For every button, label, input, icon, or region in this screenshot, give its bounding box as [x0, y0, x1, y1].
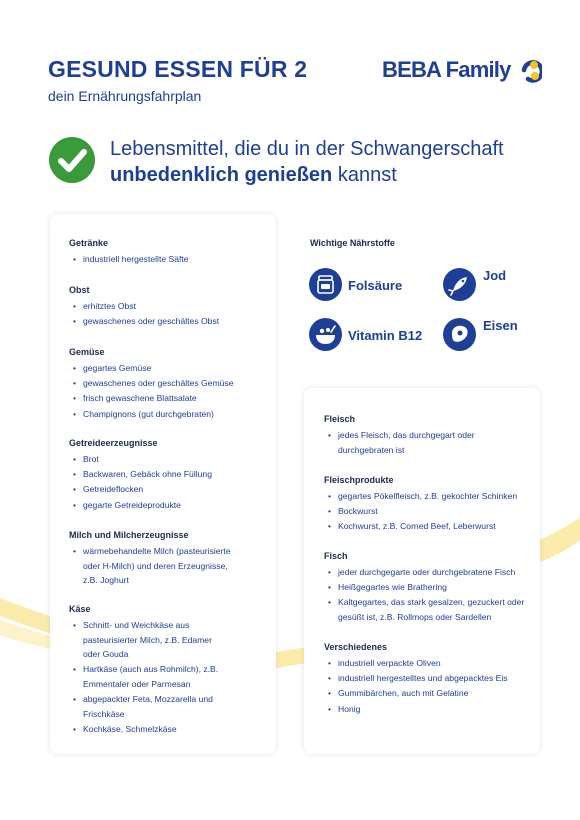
list-item: • gegarte Getreideprodukte	[69, 498, 269, 513]
list-item: • erhitztes Obst	[69, 299, 269, 314]
headline	[110, 136, 504, 188]
list-item: • jedes Fleisch, das durchgegart oder durchgebraten ist	[324, 428, 504, 457]
list-item: • Heißgegartes wie Brathering	[324, 580, 536, 595]
list-kaese	[69, 618, 219, 737]
list-item: • abgepackter Feta, Mozzarella und Frischkäse	[69, 692, 219, 721]
logo-mark-icon	[514, 57, 542, 83]
section-title-obst: Obst	[69, 285, 90, 295]
list-item: • wärmebehandelte Milch (pasteurisierte oder H-Milch) und deren Erzeugnisse, z.B. Joghurt	[69, 544, 237, 588]
page-subtitle: dein Ernährungsfahrplan	[48, 88, 202, 104]
list-item: • gewaschenes oder geschältes Obst	[69, 314, 269, 329]
headline-bold: unbedenklich genießen	[110, 164, 333, 186]
nutrient-label-vitamin-b12: Vitamin B12	[348, 328, 423, 343]
headline-line1: Lebensmittel, die du in der Schwangerschaft	[110, 138, 504, 160]
list-item: • Kochkäse, Schmelzkäse	[69, 722, 219, 737]
list-item: • Hartkäse (auch aus Rohmilch), z.B. Emmentaler oder Parmesan	[69, 662, 219, 691]
list-fisch	[324, 565, 536, 625]
section-title-milch: Milch und Milcherzeugnisse	[69, 530, 189, 540]
list-item: • Honig	[324, 702, 536, 717]
list-gemuese	[69, 361, 269, 422]
list-item: • Brot	[69, 452, 269, 467]
list-fleisch	[324, 428, 504, 458]
list-milch	[69, 544, 237, 588]
list-item: • Gummibärchen, auch mit Gelatine	[324, 686, 536, 701]
headline-rest: kannst	[332, 164, 397, 186]
section-title-fleischprodukte: Fleischprodukte	[324, 475, 394, 485]
nutrient-label-jod: Jod	[483, 268, 507, 283]
list-item: • Kochwurst, z.B. Corned Beef, Leberwurst	[324, 519, 536, 534]
list-getreide	[69, 452, 269, 513]
folic-acid-jar-icon	[309, 268, 342, 301]
section-title-getraenke: Getränke	[69, 238, 109, 248]
headline-line2	[110, 162, 504, 188]
vitamin-b12-bowl-icon	[309, 318, 342, 351]
list-item: • Champignons (gut durchgebraten)	[69, 407, 269, 422]
list-item: • industriell verpackte Oliven	[324, 656, 536, 671]
list-item: • Kaltgegartes, das stark gesalzen, gezuckert oder gesüßt ist, z.B. Rollmops oder Sardellen	[324, 595, 536, 624]
list-item: • Backwaren, Gebäck ohne Füllung	[69, 467, 269, 482]
list-item: • gewaschenes oder geschältes Gemüse	[69, 376, 269, 391]
nutrients-title: Wichtige Nährstoffe	[310, 238, 395, 248]
section-title-fisch: Fisch	[324, 551, 348, 561]
brand-logo	[382, 57, 542, 83]
section-title-gemuese: Gemüse	[69, 347, 105, 357]
list-fleischprodukte	[324, 489, 536, 535]
iodine-fish-icon	[443, 268, 476, 301]
list-item: • Bockwurst	[324, 504, 536, 519]
list-item: • gegartes Pökelfleisch, z.B. gekochter Schinken	[324, 489, 536, 504]
nutrient-label-folsaeure: Folsäure	[348, 278, 403, 293]
list-item: • jeder durchgegarte oder durchgebratene Fisch	[324, 565, 536, 580]
section-title-getreide: Getreideerzeugnisse	[69, 438, 158, 448]
list-item: • frisch gewaschene Blattsalate	[69, 391, 269, 406]
list-item: • Schnitt- und Weichkäse aus pasteurisierter Milch, z.B. Edamer oder Gouda	[69, 618, 219, 662]
list-getraenke	[69, 252, 269, 267]
page-title: GESUND ESSEN FÜR 2	[48, 56, 308, 82]
section-title-verschiedenes: Verschiedenes	[324, 642, 388, 652]
check-circle-icon	[48, 136, 96, 184]
list-item: • Getreideflocken	[69, 482, 269, 497]
list-verschiedenes	[324, 656, 536, 717]
section-title-kaese: Käse	[69, 604, 91, 614]
list-item: • industriell hergestelltes und abgepacktes Eis	[324, 671, 536, 686]
iron-meat-icon	[443, 318, 476, 351]
list-item: • gegartes Gemüse	[69, 361, 269, 376]
logo-text: BEBA Family	[382, 57, 511, 82]
list-item: • industriell hergestellte Säfte	[69, 252, 269, 267]
section-title-fleisch: Fleisch	[324, 414, 356, 424]
nutrient-label-eisen: Eisen	[483, 318, 518, 333]
list-obst	[69, 299, 269, 329]
